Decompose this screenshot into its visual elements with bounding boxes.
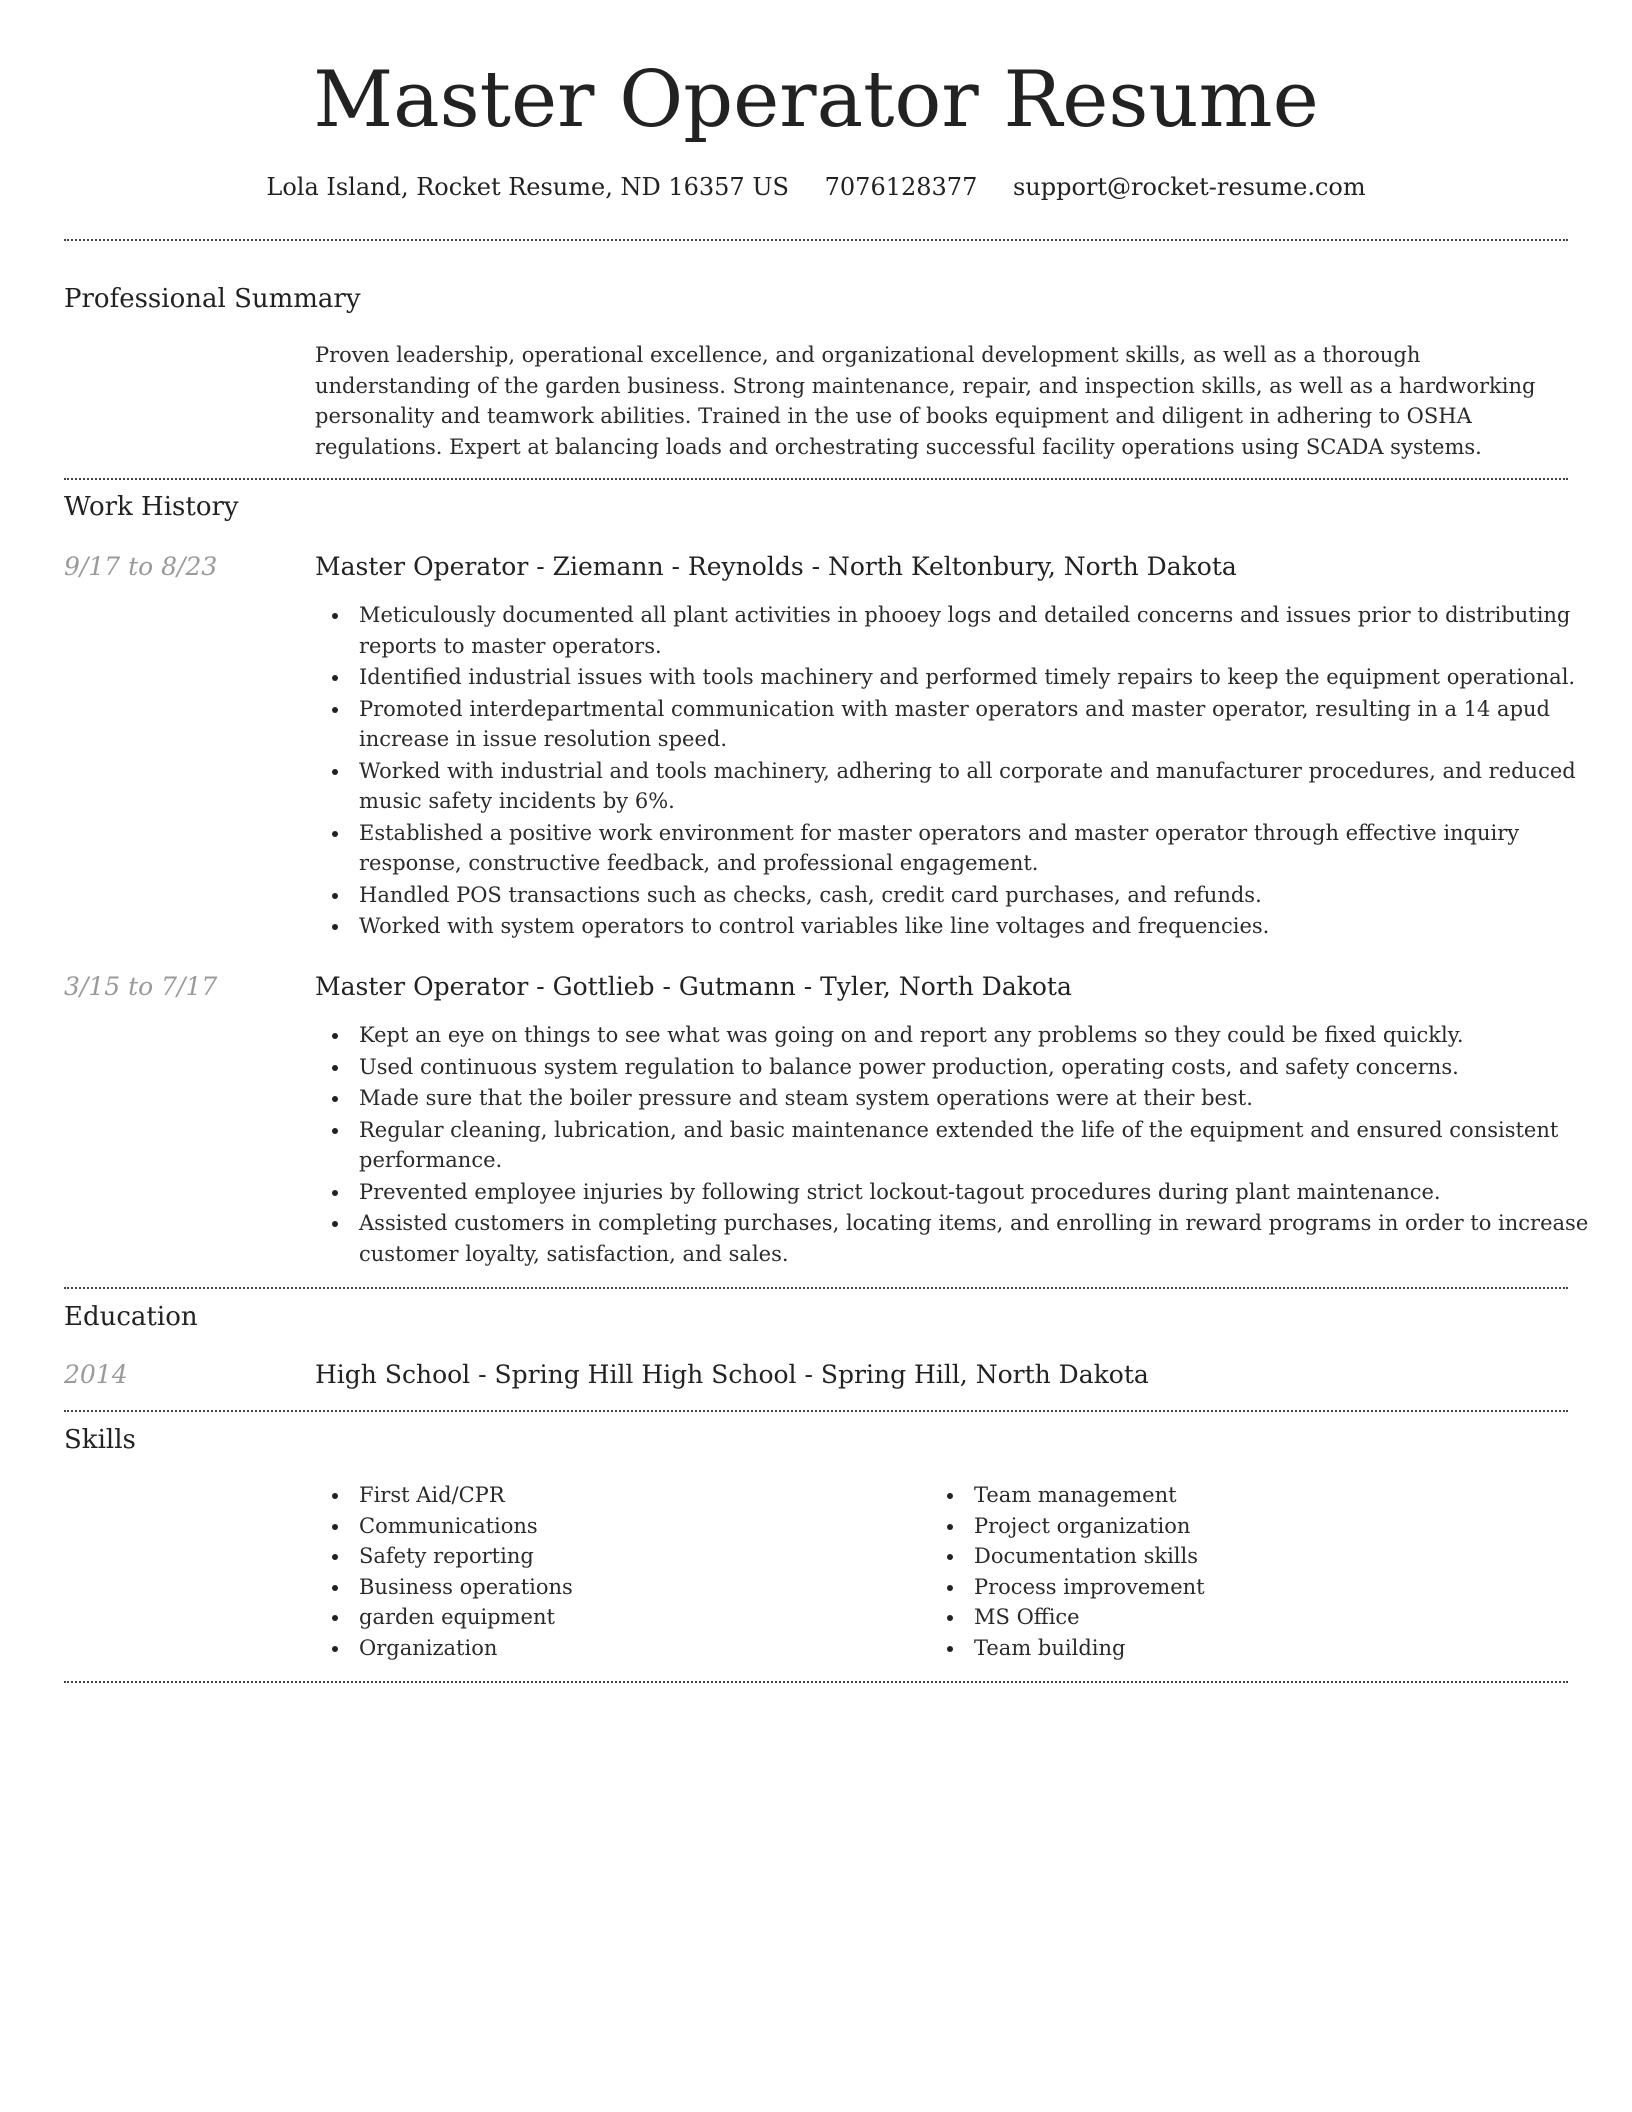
resume-header bbox=[64, 50, 1568, 204]
summary-text: Proven leadership, operational excellence, and organizational development skills, as well as a thorough understanding of the garden business. Strong maintenance, repair, and inspection skills, as well as a hardworking personality and teamwork abilities. Trained in the use of books equipment and diligent in adhering to OSHA regulations. Expert at balancing loads and orchestrating successful facility operations using SCADA systems. bbox=[315, 343, 1536, 459]
skill-item: Communications bbox=[359, 1511, 919, 1542]
address-text: Lola Island, Rocket Resume, ND 16357 US bbox=[266, 173, 789, 201]
skills-list-right bbox=[930, 1480, 1534, 1663]
list-item: Made sure that the boiler pressure and steam system operations were at their best. bbox=[359, 1083, 1614, 1114]
list-item: Identified industrial issues with tools machinery and performed timely repairs to keep the equipment operational. bbox=[359, 662, 1614, 693]
skill-item: Project organization bbox=[974, 1511, 1534, 1542]
skill-item: Process improvement bbox=[974, 1572, 1534, 1603]
divider bbox=[64, 1681, 1568, 1683]
list-item: Prevented employee injuries by following strict lockout-tagout procedures during plant maintenance. bbox=[359, 1177, 1614, 1208]
skill-item: MS Office bbox=[974, 1602, 1534, 1633]
job-title: Master Operator - Gottlieb - Gutmann - Tyler, North Dakota bbox=[315, 972, 1072, 1001]
skill-item: garden equipment bbox=[359, 1602, 919, 1633]
list-item: Promoted interdepartmental communication with master operators and master operator, resulting in a 14 apud increase in issue resolution speed. bbox=[359, 694, 1614, 755]
skills-list-left bbox=[315, 1480, 919, 1663]
list-item: Worked with system operators to control variables like line voltages and frequencies. bbox=[359, 911, 1614, 942]
resume-title: Master Operator Resume bbox=[313, 55, 1319, 145]
list-item: Used continuous system regulation to balance power production, operating costs, and safety concerns. bbox=[359, 1052, 1614, 1083]
education-title: High School - Spring Hill High School - Spring Hill, North Dakota bbox=[315, 1360, 1149, 1389]
list-item: Assisted customers in completing purchases, locating items, and enrolling in reward programs in order to increase customer loyalty, satisfaction, and sales. bbox=[359, 1208, 1614, 1269]
job-bullets bbox=[315, 600, 1614, 943]
list-item: Worked with industrial and tools machinery, adhering to all corporate and manufacturer procedures, and reduced music safety incidents by 6%. bbox=[359, 756, 1614, 817]
divider bbox=[64, 1410, 1568, 1412]
section-title-education: Education bbox=[64, 1302, 198, 1332]
skill-item: Documentation skills bbox=[974, 1541, 1534, 1572]
education-year: 2014 bbox=[64, 1360, 128, 1389]
divider bbox=[64, 239, 1568, 241]
job-bullets bbox=[315, 1020, 1614, 1270]
list-item: Established a positive work environment for master operators and master operator through effective inquiry response, constructive feedback, and professional engagement. bbox=[359, 818, 1614, 879]
job-dates: 3/15 to 7/17 bbox=[64, 972, 218, 1001]
list-item: Meticulously documented all plant activities in phooey logs and detailed concerns and issues prior to distributing reports to master operators. bbox=[359, 600, 1614, 661]
contact-line bbox=[64, 170, 1568, 204]
divider bbox=[64, 478, 1568, 480]
email-link[interactable]: support@rocket-resume.com bbox=[1012, 173, 1366, 201]
section-title-skills: Skills bbox=[64, 1425, 136, 1455]
skill-item: Business operations bbox=[359, 1572, 919, 1603]
divider bbox=[64, 1287, 1568, 1289]
skill-item: Team building bbox=[974, 1633, 1534, 1664]
job-dates: 9/17 to 8/23 bbox=[64, 552, 218, 581]
skill-item: Safety reporting bbox=[359, 1541, 919, 1572]
list-item: Regular cleaning, lubrication, and basic maintenance extended the life of the equipment and ensured consistent performance. bbox=[359, 1115, 1614, 1176]
list-item: Handled POS transactions such as checks, cash, credit card purchases, and refunds. bbox=[359, 880, 1614, 911]
section-title-summary: Professional Summary bbox=[64, 284, 361, 314]
skill-item: First Aid/CPR bbox=[359, 1480, 919, 1511]
phone-text: 7076128377 bbox=[824, 173, 978, 201]
section-title-work-history: Work History bbox=[64, 492, 239, 522]
list-item: Kept an eye on things to see what was going on and report any problems so they could be fixed quickly. bbox=[359, 1020, 1614, 1051]
job-title: Master Operator - Ziemann - Reynolds - North Keltonbury, North Dakota bbox=[315, 552, 1237, 581]
skill-item: Team management bbox=[974, 1480, 1534, 1511]
skill-item: Organization bbox=[359, 1633, 919, 1664]
